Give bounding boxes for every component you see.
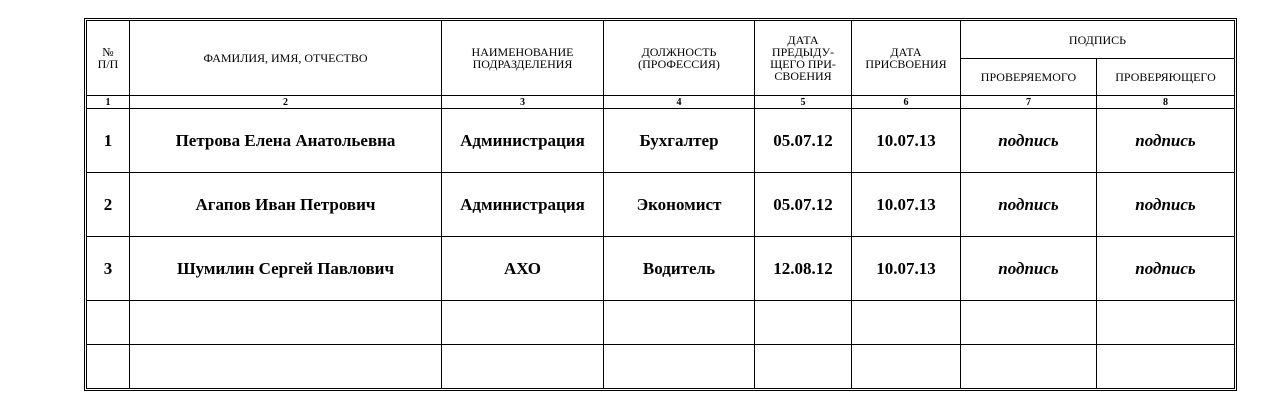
column-number-row	[87, 96, 1235, 109]
header-department-line: ПОДРАЗДЕЛЕНИЯ	[472, 57, 573, 71]
header-prev-date-line: ДАТА	[787, 33, 819, 47]
empty-cell	[755, 301, 852, 345]
header-position	[604, 21, 755, 96]
row-number: 2	[87, 173, 130, 237]
column-number: 6	[852, 96, 961, 109]
column-number: 5	[755, 96, 852, 109]
header-no-line: №	[102, 45, 114, 59]
header-no-line: П/П	[97, 57, 119, 71]
assign-date: 10.07.13	[852, 237, 961, 301]
column-number: 4	[604, 96, 755, 109]
header-prev-date-line: СВОЕНИЯ	[774, 69, 832, 83]
empty-cell	[1097, 301, 1235, 345]
header-signature: ПОДПИСЬ	[961, 21, 1235, 59]
signature-checker: подпись	[1097, 237, 1235, 301]
empty-table-row	[87, 345, 1235, 389]
table-row	[87, 109, 1235, 173]
header-department	[442, 21, 604, 96]
header-assign-date-line: ПРИСВОЕНИЯ	[865, 57, 947, 71]
employee-name: Шумилин Сергей Павлович	[130, 237, 442, 301]
position: Бухгалтер	[604, 109, 755, 173]
empty-cell	[442, 301, 604, 345]
header-prev-date	[755, 21, 852, 96]
employee-name: Петрова Елена Анатольевна	[130, 109, 442, 173]
header-prev-date-line: ПРЕДЫДУ-	[771, 45, 835, 59]
header-assign-date-line: ДАТА	[890, 45, 922, 59]
signature-checker: подпись	[1097, 109, 1235, 173]
empty-cell	[604, 301, 755, 345]
header-sig-checked: ПРОВЕРЯЕМОГО	[961, 59, 1097, 96]
assign-date: 10.07.13	[852, 109, 961, 173]
column-number: 2	[130, 96, 442, 109]
prev-date: 05.07.12	[755, 173, 852, 237]
empty-cell	[961, 345, 1097, 389]
empty-cell	[1097, 345, 1235, 389]
empty-cell	[130, 345, 442, 389]
prev-date: 05.07.12	[755, 109, 852, 173]
empty-cell	[961, 301, 1097, 345]
empty-cell	[604, 345, 755, 389]
empty-cell	[442, 345, 604, 389]
row-number: 1	[87, 109, 130, 173]
header-position-line: ДОЛЖНОСТЬ	[641, 45, 717, 59]
employee-name: Агапов Иван Петрович	[130, 173, 442, 237]
column-number: 7	[961, 96, 1097, 109]
department: Администрация	[442, 173, 604, 237]
signature-checked: подпись	[961, 237, 1097, 301]
empty-cell	[755, 345, 852, 389]
department: Администрация	[442, 109, 604, 173]
column-number: 1	[87, 96, 130, 109]
header-position-line: (ПРОФЕССИЯ)	[638, 57, 720, 71]
header-department-line: НАИМЕНОВАНИЕ	[471, 45, 574, 59]
prev-date: 12.08.12	[755, 237, 852, 301]
empty-cell	[852, 301, 961, 345]
signature-checker: подпись	[1097, 173, 1235, 237]
empty-cell	[87, 345, 130, 389]
header-prev-date-line: ЩЕГО ПРИ-	[770, 57, 836, 71]
header-name: ФАМИЛИЯ, ИМЯ, ОТЧЕСТВО	[130, 21, 442, 96]
empty-cell	[852, 345, 961, 389]
table-row	[87, 237, 1235, 301]
empty-cell	[130, 301, 442, 345]
department: АХО	[442, 237, 604, 301]
position: Водитель	[604, 237, 755, 301]
column-number: 3	[442, 96, 604, 109]
header-row-top	[87, 21, 1235, 59]
row-number: 3	[87, 237, 130, 301]
column-number: 8	[1097, 96, 1235, 109]
assign-date: 10.07.13	[852, 173, 961, 237]
header-assign-date	[852, 21, 961, 96]
header-no	[87, 21, 130, 96]
signature-checked: подпись	[961, 173, 1097, 237]
empty-table-row	[87, 301, 1235, 345]
signature-checked: подпись	[961, 109, 1097, 173]
register-table	[86, 20, 1235, 389]
header-sig-checker: ПРОВЕРЯЮЩЕГО	[1097, 59, 1235, 96]
table-row	[87, 173, 1235, 237]
empty-cell	[87, 301, 130, 345]
position: Экономист	[604, 173, 755, 237]
